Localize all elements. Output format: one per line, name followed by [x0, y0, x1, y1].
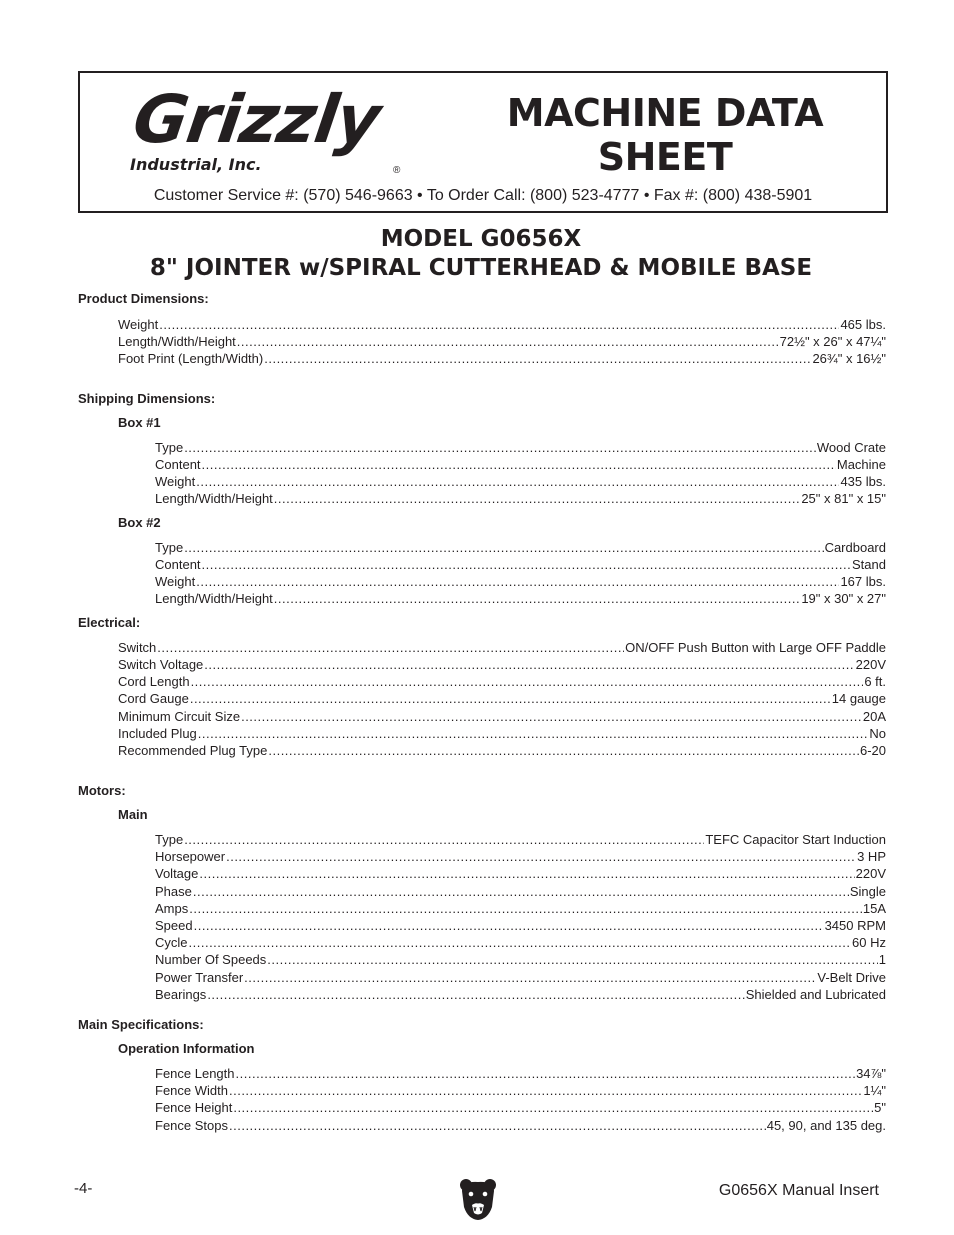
spec-name: Fence Width [155, 1083, 228, 1098]
spec-value: 1¼" [863, 1083, 886, 1098]
model-number: MODEL G0656X [380, 226, 582, 252]
spec-name: Switch [118, 640, 157, 655]
spec-row [155, 883, 886, 900]
spec-value: Wood Crate [816, 440, 886, 455]
page-title [460, 91, 870, 179]
spec-name: Weight [118, 317, 159, 332]
document-name: G0656X Manual Insert [718, 1182, 879, 1199]
spec-name: Speed [155, 918, 193, 933]
spec-row [155, 590, 886, 607]
spec-value: Single [849, 884, 886, 899]
spec-name: Weight [155, 474, 196, 489]
bear-head-icon [458, 1177, 498, 1221]
spec-row [155, 934, 886, 951]
spec-value: 5" [874, 1100, 886, 1115]
spec-row [118, 656, 886, 673]
spec-value: 6-20 [859, 743, 886, 758]
spec-value: 220V [855, 657, 886, 672]
spec-row [155, 439, 886, 456]
spec-name: Switch Voltage [118, 657, 204, 672]
spec-value: 1 [878, 952, 886, 967]
contact-line: Customer Service #: (570) 546-9663 • To Order Call: (800) 523-4777 • Fax #: (800) 438-5901 [153, 187, 813, 204]
spec-value: Shielded and Lubricated [745, 987, 886, 1002]
spec-row [155, 490, 886, 507]
spec-row [155, 831, 886, 848]
model-description: 8" JOINTER w/SPIRAL CUTTERHEAD & MOBILE BASE [149, 255, 813, 281]
spec-name: Length/Width/Height [118, 334, 236, 349]
spec-name: Type [155, 440, 184, 455]
spec-name: Bearings [155, 987, 207, 1002]
spec-name: Type [155, 540, 184, 555]
model-title [78, 225, 884, 283]
subsection-operation-information: Operation Information [118, 1041, 255, 1056]
section-shipping-dimensions: Shipping Dimensions: [78, 391, 216, 406]
spec-row [155, 1082, 886, 1099]
spec-row [155, 969, 886, 986]
header-box [78, 71, 888, 213]
spec-value: 220V [855, 866, 886, 881]
spec-name: Horsepower [155, 849, 226, 864]
page-number: -4- [74, 1180, 93, 1197]
spec-row [118, 742, 886, 759]
grizzly-logo [128, 81, 405, 177]
spec-value: 45, 90, and 135 deg. [766, 1118, 886, 1133]
spec-row [118, 333, 886, 350]
spec-value: 465 lbs. [840, 317, 886, 332]
spec-row [118, 316, 886, 333]
registered-mark: ® [393, 165, 401, 176]
spec-name: Fence Stops [155, 1118, 228, 1133]
section-product-dimensions: Product Dimensions: [78, 291, 209, 306]
title-line-1: MACHINE DATA [506, 91, 824, 135]
spec-row [155, 1117, 886, 1134]
spec-row [155, 917, 886, 934]
spec-row [155, 1099, 886, 1116]
spec-row [155, 539, 886, 556]
spec-value: V-Belt Drive [817, 970, 886, 985]
spec-name: Amps [155, 901, 189, 916]
spec-value: Machine [836, 457, 886, 472]
logo-brand: Grizzly [128, 81, 385, 158]
spec-value: 26¾" x 16½" [812, 351, 886, 366]
spec-name: Content [155, 457, 201, 472]
spec-value: 435 lbs. [840, 474, 886, 489]
spec-name: Type [155, 832, 184, 847]
spec-name: Cycle [155, 935, 188, 950]
spec-value: 3 HP [857, 849, 886, 864]
title-line-2: SHEET [597, 135, 733, 179]
spec-row [155, 573, 886, 590]
spec-row [155, 951, 886, 968]
spec-value: TEFC Capacitor Start Induction [705, 832, 886, 847]
spec-row [118, 639, 886, 656]
spec-value: 20A [862, 709, 886, 724]
spec-value: 34⅞" [856, 1066, 886, 1081]
spec-value: 25" x 81" x 15" [801, 491, 886, 506]
section-main-specifications: Main Specifications: [78, 1017, 204, 1032]
logo-brand-sub: Industrial, Inc. [130, 155, 262, 174]
spec-name: Included Plug [118, 726, 197, 741]
spec-value: ON/OFF Push Button with Large OFF Paddle [625, 640, 886, 655]
spec-row [118, 725, 886, 742]
spec-row [118, 690, 886, 707]
spec-row [118, 673, 886, 690]
spec-value: Cardboard [824, 540, 886, 555]
spec-row [118, 708, 886, 725]
spec-row [155, 986, 886, 1003]
spec-name: Cord Gauge [118, 691, 189, 706]
spec-name: Foot Print (Length/Width) [118, 351, 264, 366]
spec-row [118, 350, 886, 367]
spec-name: Voltage [155, 866, 199, 881]
subsection-main-motor: Main [118, 807, 148, 822]
spec-value: 60 Hz [852, 935, 886, 950]
spec-name: Recommended Plug Type [118, 743, 268, 758]
spec-name: Length/Width/Height [155, 591, 273, 606]
spec-row [155, 556, 886, 573]
spec-row [155, 473, 886, 490]
spec-name: Minimum Circuit Size [118, 709, 241, 724]
spec-value: 14 gauge [831, 691, 886, 706]
spec-row [155, 848, 886, 865]
spec-value: No [869, 726, 886, 741]
spec-row [155, 1065, 886, 1082]
spec-row [155, 456, 886, 473]
spec-value: 6 ft. [864, 674, 886, 689]
spec-value: 15A [862, 901, 886, 916]
spec-name: Length/Width/Height [155, 491, 273, 506]
spec-value: 167 lbs. [840, 574, 886, 589]
spec-name: Weight [155, 574, 196, 589]
spec-value: 19" x 30" x 27" [801, 591, 886, 606]
subsection-box-2: Box #2 [118, 515, 161, 530]
spec-name: Fence Length [155, 1066, 235, 1081]
spec-name: Fence Height [155, 1100, 233, 1115]
spec-name: Number Of Speeds [155, 952, 267, 967]
spec-value: 3450 RPM [824, 918, 886, 933]
section-motors: Motors: [78, 783, 126, 798]
spec-row [155, 865, 886, 882]
spec-name: Power Transfer [155, 970, 244, 985]
spec-name: Phase [155, 884, 192, 899]
spec-value: Stand [852, 557, 886, 572]
spec-value: 72½" x 26" x 47¼" [779, 334, 886, 349]
section-electrical: Electrical: [78, 615, 141, 630]
spec-name: Content [155, 557, 201, 572]
spec-row [155, 900, 886, 917]
subsection-box-1: Box #1 [118, 415, 161, 430]
spec-name: Cord Length [118, 674, 190, 689]
